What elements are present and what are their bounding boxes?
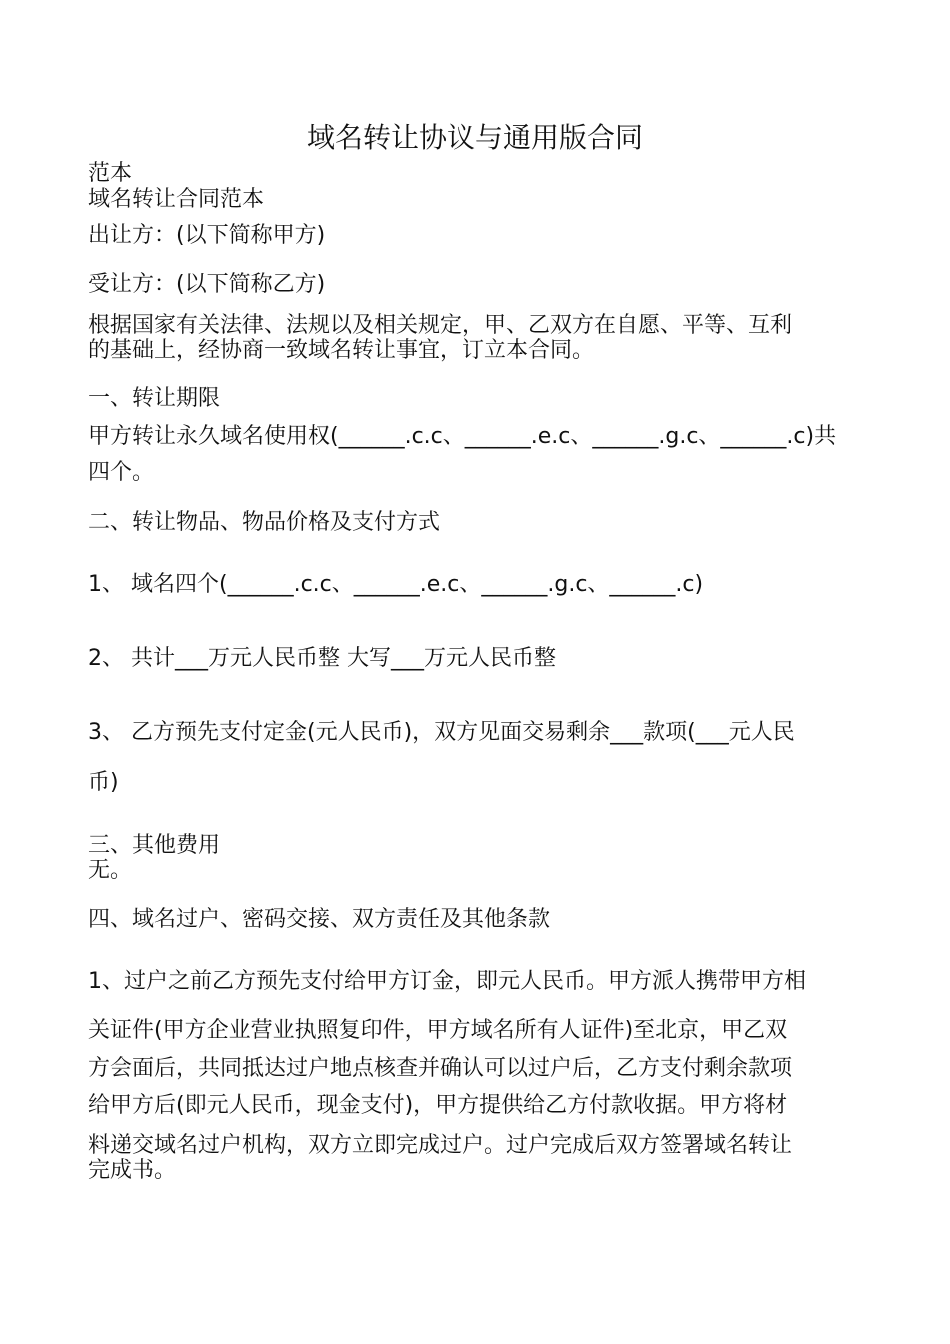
line-preamble-1: 根据国家有关法律、法规以及相关规定，甲、乙双方在自愿、平等、互利: [88, 313, 793, 338]
list-item-1: 1、 域名四个(______.c.c、______.e.c、______.g.c、______.c): [88, 572, 704, 597]
line-contract-subtitle: 域名转让合同范本: [88, 187, 265, 212]
section-heading-2: 二、转让物品、物品价格及支付方式: [88, 510, 441, 535]
line-sample-label: 范本: [88, 161, 133, 186]
clause-1-line-2: 关证件(甲方企业营业执照复印件，甲方域名所有人证件)至北京，甲乙双: [88, 1018, 788, 1043]
line-transfer-domains-1: 甲方转让永久域名使用权(______.c.c、______.e.c、______.g.c、______.c)共: [88, 424, 837, 449]
line-none: 无。: [88, 858, 133, 883]
clause-1-line-3: 方会面后，共同抵达过户地点核查并确认可以过户后，乙方支付剩余款项: [88, 1056, 793, 1081]
page-title: 域名转让协议与通用版合同: [306, 121, 643, 154]
clause-1-line-1: 1、过户之前乙方预先支付给甲方订金，即元人民币。甲方派人携带甲方相: [88, 969, 806, 994]
section-heading-3: 三、其他费用: [88, 833, 221, 858]
clause-1-line-5: 料递交域名过户机构，双方立即完成过户。过户完成后双方签署域名转让: [88, 1133, 793, 1158]
section-heading-4: 四、域名过户、密码交接、双方责任及其他条款: [88, 907, 551, 932]
list-item-3-line-1: 3、 乙方预先支付定金(元人民币)，双方见面交易剩余___款项(___元人民: [88, 720, 795, 745]
list-item-2: 2、 共计___万元人民币整 大写___万元人民币整: [88, 646, 556, 671]
line-transfer-domains-2: 四个。: [88, 460, 155, 485]
line-preamble-2: 的基础上，经协商一致域名转让事宜，订立本合同。: [88, 338, 595, 363]
line-transferor: 出让方：(以下简称甲方): [88, 223, 326, 248]
clause-1-line-4: 给甲方后(即元人民币，现金支付)，甲方提供给乙方付款收据。甲方将材: [88, 1093, 788, 1118]
clause-1-line-6: 完成书。: [88, 1158, 177, 1183]
section-heading-1: 一、转让期限: [88, 386, 221, 411]
line-transferee: 受让方：(以下简称乙方): [88, 272, 326, 297]
list-item-3-line-2: 币): [88, 770, 119, 795]
